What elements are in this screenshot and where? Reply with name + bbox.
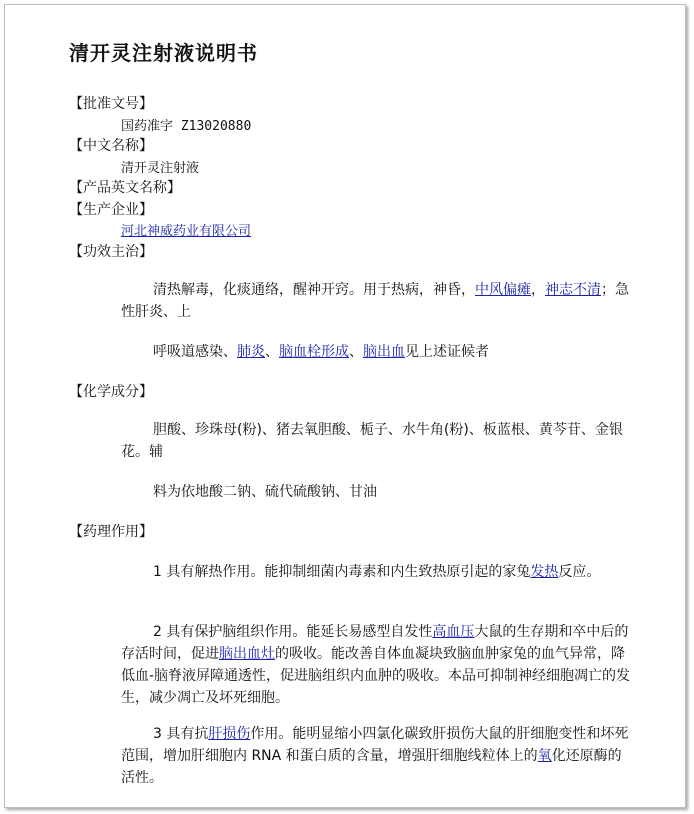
link-oxygen[interactable]: 氧 — [537, 748, 552, 764]
pharmacology-text: 2 具有保护脑组织作用。能延长易感型自发性 — [153, 624, 433, 640]
efficacy-text: 清热解毒，化痰通络，醒神开窍。用于热病，神昏， — [153, 282, 475, 298]
pharmacology-text: 的吸收。能改善自体血凝块致脑血肿家兔的血气异常，降低血-脑脊液屏障通透性，促进脑组织内血肿的吸收。本品可抑制神经细胞凋亡的发生，减少凋亡及坏死细胞。 — [121, 646, 631, 706]
pharmacology-text: 化还原酶的活性。 — [121, 748, 622, 786]
efficacy-text: 呼吸道感染、 — [153, 344, 237, 360]
document-frame — [4, 4, 686, 808]
link-liver-injury[interactable]: 肝损伤 — [208, 726, 251, 742]
link-stroke-hemiplegia[interactable]: 中风偏瘫 — [475, 282, 531, 298]
section-efficacy-label: 【功效主治】 — [69, 244, 153, 260]
composition-paragraph-2: 料为依地酸二钠、硫代硫酸钠、甘油 — [153, 484, 377, 500]
pharmacology-text: 大鼠的生存期和卒中后的存活时间，促进 — [121, 624, 629, 662]
approval-number: 国药准字 Z13020880 — [121, 119, 252, 134]
link-cerebral-thrombosis[interactable]: 脑血栓形成 — [279, 344, 349, 360]
pharmacology-text: 1 具有解热作用。能抑制细菌内毒素和内生致热原引起的家兔 — [153, 564, 531, 580]
link-pneumonia[interactable]: 肺炎 — [237, 344, 265, 360]
efficacy-text: 、 — [265, 344, 279, 360]
efficacy-text: ；急性肝炎、上 — [121, 282, 629, 320]
section-approval-label: 【批准文号】 — [69, 96, 153, 112]
pharmacology-text: 3 具有抗 — [153, 726, 209, 742]
section-cn-name-label: 【中文名称】 — [69, 138, 153, 154]
pharmacology-paragraph-3 — [121, 723, 631, 789]
link-unconsciousness[interactable]: 神志不清 — [545, 282, 601, 298]
section-pharmacology-label: 【药理作用】 — [69, 524, 153, 540]
efficacy-text: 、 — [349, 344, 363, 360]
pharmacology-paragraph-2 — [121, 621, 631, 709]
link-hypertension[interactable]: 高血压 — [432, 624, 475, 640]
efficacy-text: ， — [531, 282, 545, 298]
link-hemorrhage-focus[interactable]: 脑出血灶 — [219, 646, 275, 662]
cn-name-value: 清开灵注射液 — [121, 161, 200, 176]
efficacy-paragraph-2 — [121, 341, 631, 363]
section-maker-label: 【生产企业】 — [69, 202, 153, 218]
pharmacology-text: 作用。能明显缩小四氯化碳致肝损伤大鼠的肝细胞变性和坏死范围，增加肝细胞内 RNA 和蛋白质的含量，增强肝细胞线粒体上的 — [121, 726, 629, 764]
page-title: 清开灵注射液说明书 — [69, 41, 258, 65]
efficacy-paragraph-1 — [121, 279, 631, 323]
pharmacology-paragraph-1 — [121, 561, 631, 583]
maker-link[interactable]: 河北神威药业有限公司 — [121, 224, 252, 239]
efficacy-text: 见上述证候者 — [405, 344, 489, 360]
section-composition-label: 【化学成分】 — [69, 384, 153, 400]
section-en-name-label: 【产品英文名称】 — [69, 180, 181, 196]
pharmacology-text: 反应。 — [558, 564, 601, 580]
link-fever[interactable]: 发热 — [530, 564, 559, 580]
composition-paragraph-1: 胆酸、珍珠母(粉)、猪去氧胆酸、栀子、水牛角(粉)、板蓝根、黄芩苷、金银花。辅 — [121, 422, 623, 460]
link-cerebral-hemorrhage[interactable]: 脑出血 — [363, 344, 405, 360]
